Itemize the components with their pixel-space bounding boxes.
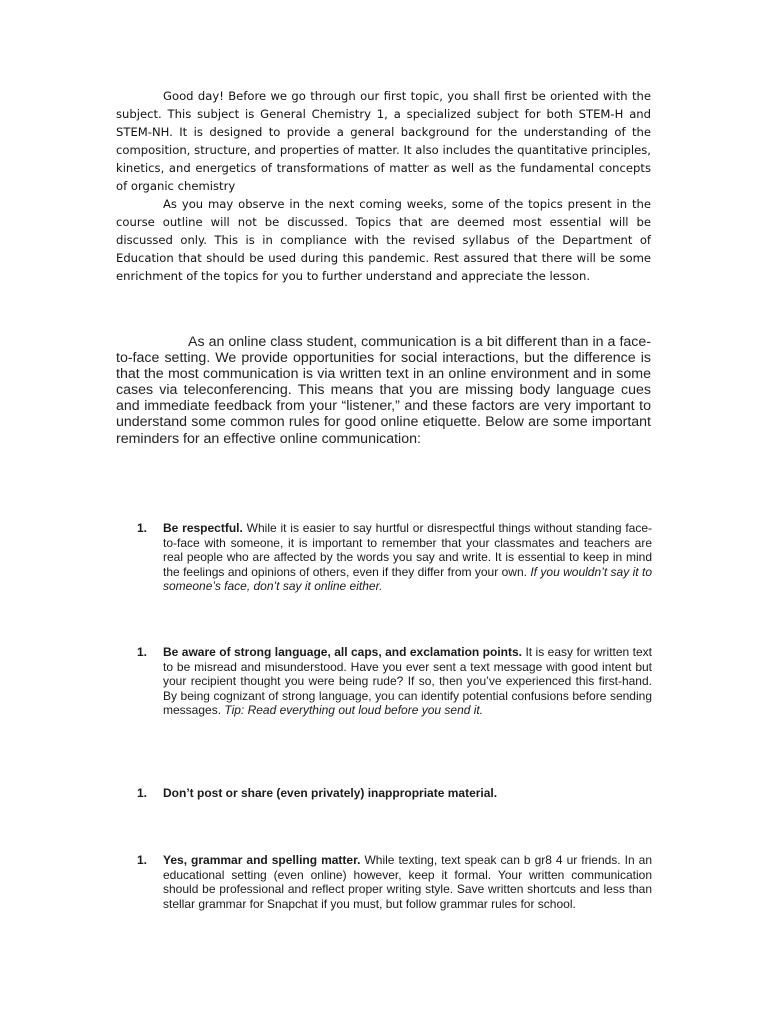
reminder-item-strong-language <box>137 645 652 718</box>
reminder-item-inappropriate-material <box>137 786 652 801</box>
reminder-item-grammar-spelling <box>137 853 652 911</box>
reminder-heading: Be aware of strong language, all caps, and exclamation points. <box>163 645 523 659</box>
reminder-text: While texting, text speak can b gr8 4 ur friends. In an educational setting (even online) however, keep it formal. Your written communication should be professional and reflect proper writing style. Save written shortcuts and less than stellar grammar for Snapchat if you must, but follow grammar rules for school. <box>163 853 652 911</box>
reminder-number: 1. <box>137 786 148 800</box>
reminder-item-respectful <box>137 521 652 594</box>
reminder-number: 1. <box>137 645 148 659</box>
online-communication-paragraph: As an online class student, communication is a bit different than in a face-to-face setting. We provide opportunities for social interactions, but the difference is that the most communication is via written text in an online environment and in some cases via teleconferencing. This means that you are missing body language cues and immediate feedback from your “listener,” and these factors are very important to understand some common rules for good online etiquette. Below are some important reminders for an effective online communication: <box>116 334 651 447</box>
reminder-heading: Yes, grammar and spelling matter. <box>163 853 361 867</box>
reminder-emphasis: Tip: Read everything out loud before you send it. <box>224 703 484 718</box>
intro-paragraph-2: As you may observe in the next coming weeks, some of the topics present in the course outline will not be discussed. Topics that are deemed most essential will be discussed only. This is in compliance with the revised syllabus of the Department of Education that should be used during this pandemic. Rest assured that there will be some enrichment of the topics for you to further understand and appreciate the lesson. <box>116 197 651 283</box>
intro-paragraph-1: Good day! Before we go through our first topic, you shall first be oriented with the subject. This subject is General Chemistry 1, a specialized subject for both STEM-H and STEM-NH. It is designed to provide a general background for the understanding of the composition, structure, and properties of matter. It also includes the quantitative principles, kinetics, and energetics of transformations of matter as well as the fundamental concepts of organic chemistry <box>116 89 651 193</box>
reminder-heading: Don’t post or share (even privately) inappropriate material. <box>163 786 498 800</box>
reminder-heading: Be respectful. <box>163 521 243 535</box>
reminder-text: It is easy for written text to be misread and misunderstood. Have you ever sent a text message with good intent but your recipient thought you were being rude? If so, then you’ve experienced this first-hand. By being cognizant of strong language, you can identify potential confusions before sending messages. <box>163 645 653 718</box>
reminder-emphasis: If you wouldn’t say it to someone’s face, don’t say it online either. <box>163 564 652 594</box>
reminder-number: 1. <box>137 853 148 867</box>
reminder-text: While it is easier to say hurtful or disrespectful things without standing face-to-face with someone, it is important to remember that your classmates and teachers are real people who are affected by the words you say and write. It is essential to keep in mind the feelings and opinions of others, even if they differ from your own. <box>163 521 652 579</box>
reminder-number: 1. <box>137 521 148 535</box>
